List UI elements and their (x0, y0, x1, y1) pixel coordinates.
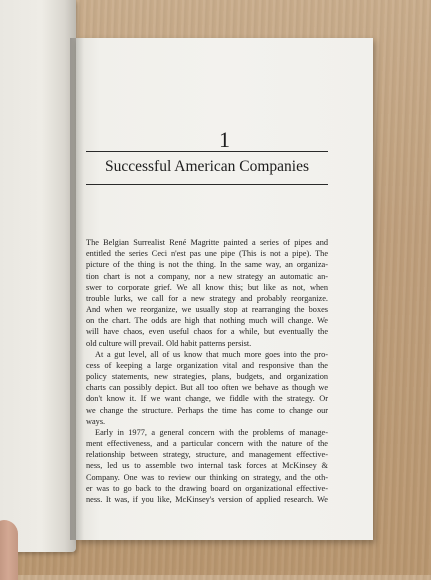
p2-line-5: don't know it. If we want change, we fiddle with the strategy. Or (86, 394, 328, 404)
p2-line-3: policy statements, new strategies, plans, budgets, and organization (86, 372, 328, 382)
p1-line-9: will have chaos, even useful chaos for a while, but eventually the (86, 327, 328, 337)
thumb (0, 520, 18, 580)
p3-line-2: ment effectiveness, and a particular concern with the nature of the (86, 439, 328, 449)
p1-line-2: entitled the series Ceci n'est pas une pipe (This is not a pipe). The (86, 249, 328, 259)
p3-line-7: ness. It was, if you like, McKinsey's version of applied research. We (86, 494, 328, 504)
p1-line-8: on the chart. The odds are high that nothing much will change. We (86, 316, 328, 326)
p1-line-4: tion chart is not a company, nor a new strategy an automatic an- (86, 271, 328, 281)
p1-line-6: trouble lurks, we call for a new strategy and probably reorganize. (86, 293, 328, 303)
gutter-shadow (70, 38, 84, 540)
p2-line-2: cess of keeping a large organization vital and responsive than the (86, 360, 328, 370)
p1-line-3: picture of the thing is not the thing. In the same way, an organiza- (86, 260, 328, 270)
chapter-number: 1 (219, 127, 230, 152)
p1-line-1: The Belgian Surrealist René Magritte painted a series of pipes and (86, 238, 328, 247)
p3-line-4: ness, led us to assemble two internal task forces at McKinsey & (86, 461, 328, 471)
p2-line-1: At a gut level, all of us know that much more goes into the pro- (95, 349, 328, 359)
p2-line-4: charts can possibly depict. But all too often we behave as though we (86, 383, 328, 393)
title-rule-bottom (86, 184, 328, 185)
chapter-title: Successful American Companies (104, 158, 310, 175)
p3-line-6: er was to go back to the drawing board on organizational effective- (86, 483, 328, 493)
p2-line-7: ways. (86, 416, 106, 426)
p3-line-5: Company. One was to review our thinking on strategy, and the oth- (86, 472, 328, 482)
body-text (86, 237, 328, 505)
p3-line-1: Early in 1977, a general concern with the problems of manage- (95, 427, 328, 437)
facing-page (0, 0, 76, 552)
p1-line-7: And when we reorganize, we usually stop at rearranging the boxes (86, 305, 328, 315)
p1-line-10: old culture will prevail. Old habit patterns persist. (86, 338, 252, 348)
p3-line-3: relationship between strategy, structure, and management effective- (86, 450, 328, 460)
book-page (76, 38, 373, 540)
title-rule-top (86, 151, 328, 152)
p2-line-6: we change the structure. Perhaps the time has come to change our (86, 405, 328, 415)
p1-line-5: swer to corporate grief. We all know this; but like as not, when (86, 282, 328, 292)
